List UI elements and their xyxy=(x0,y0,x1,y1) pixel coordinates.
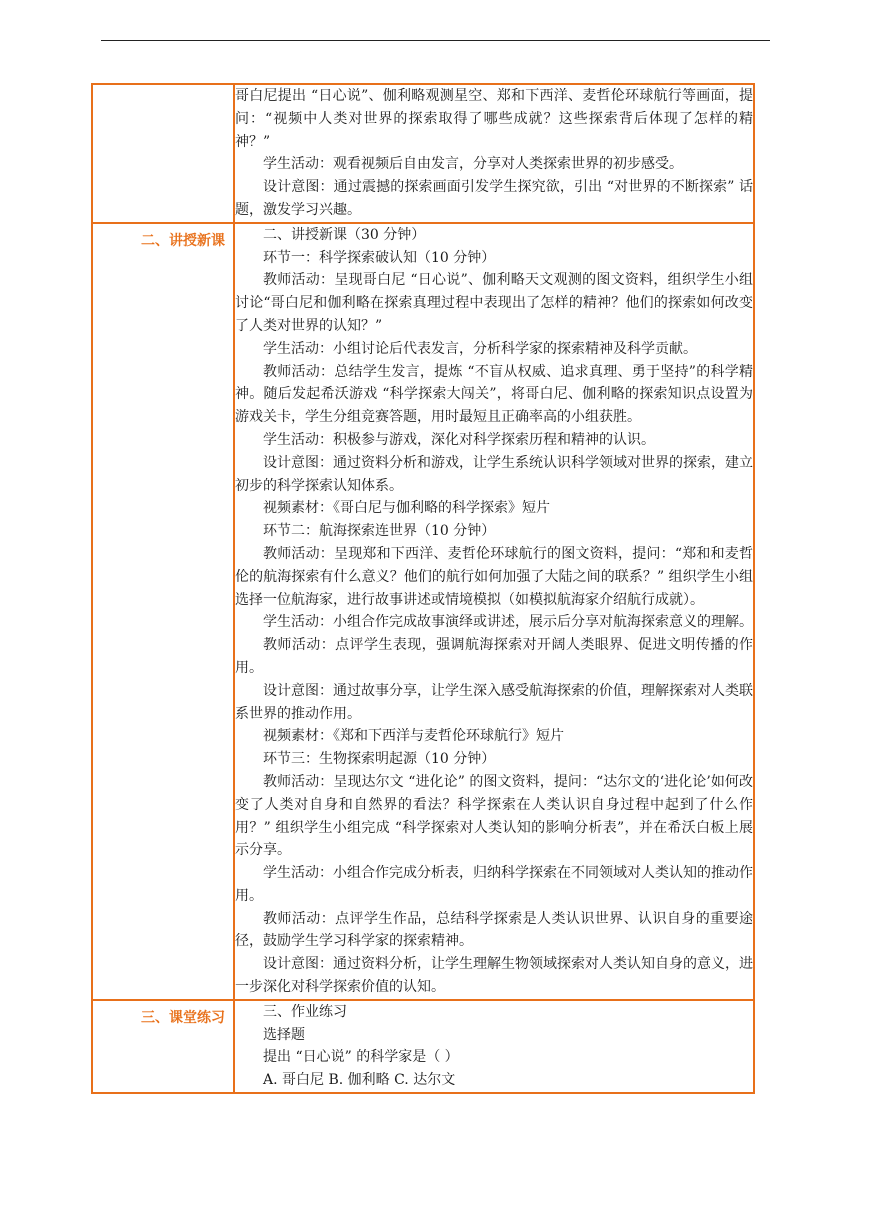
content-paragraph: 教师活动：呈现哥白尼 “日心说”、伽利略天文观测的图文资料，组织学生小组讨论“哥白尼和伽利略在探索真理过程中表现出了怎样的精神？他们的探索如何改变了人类对世界的认知？” xyxy=(235,272,753,334)
lesson-plan-table xyxy=(91,83,755,1094)
table-row xyxy=(92,1000,754,1093)
content-paragraph: 学生活动：观看视频后自由发言，分享对人类探索世界的初步感受。 xyxy=(263,156,683,173)
content-paragraph: 教师活动：点评学生表现，强调航海探索对开阔人类眼界、促进文明传播的作用。 xyxy=(235,637,753,676)
section-content-cell xyxy=(234,84,754,223)
section-label-cell xyxy=(92,223,234,1000)
content-paragraph: 设计意图：通过震撼的探索画面引发学生探究欲，引出 “对世界的不断探索” 话题，激发学习兴趣。 xyxy=(235,179,753,218)
content-paragraph: 哥白尼提出 “日心说”、伽利略观测星空、郑和下西洋、麦哲伦环球航行等画面，提问：“视频中人类对世界的探索取得了哪些成就？这些探索背后体现了怎样的精神？” xyxy=(235,88,753,150)
content-paragraph: 环节三：生物探索明起源（10 分钟） xyxy=(263,751,496,768)
content-paragraph: 教师活动：点评学生作品，总结科学探索是人类认识世界、认识自身的重要途径，鼓励学生学习科学家的探索精神。 xyxy=(235,910,753,950)
section-label: 三、课堂练习 xyxy=(141,1009,225,1026)
section-label-cell xyxy=(92,1000,234,1093)
content-paragraph: 提出 “日心说” 的科学家是（ ） xyxy=(263,1049,459,1066)
content-paragraph: 设计意图：通过资料分析和游戏，让学生系统认识科学领域对世界的探索，建立初步的科学探索认知体系。 xyxy=(235,454,753,494)
content-paragraph: 设计意图：通过故事分享，让学生深入感受航海探索的价值，理解探索对人类联系世界的推动作用。 xyxy=(235,682,753,722)
content-paragraph: 学生活动：小组讨论后代表发言，分析科学家的探索精神及科学贡献。 xyxy=(263,340,697,357)
section-content-cell xyxy=(234,223,754,1000)
content-paragraph: 教师活动：总结学生发言，提炼 “不盲从权威、追求真理、勇于坚持”的科学精神。随后发起希沃游戏 “科学探索大闯关”，将哥白尼、伽利略的探索知识点设置为游戏关卡，学生分组竞赛答题，用时最短且正确率高的小组获胜。 xyxy=(235,363,753,426)
content-paragraph: 环节二：航海探索连世界（10 分钟） xyxy=(263,523,496,540)
section-content-cell xyxy=(234,1000,754,1093)
section-label: 二、讲授新课 xyxy=(141,232,225,249)
content-paragraph: 环节一：科学探索破认知（10 分钟） xyxy=(263,249,496,266)
content-paragraph: 视频素材：《郑和下西洋与麦哲伦环球航行》短片 xyxy=(263,728,564,745)
content-paragraph: 教师活动：呈现郑和下西洋、麦哲伦环球航行的图文资料，提问：“郑和和麦哲伦的航海探索有什么意义？他们的航行如何加强了大陆之间的联系？” 组织学生小组选择一位航海家，进行故事讲述或情境模拟（如模拟航海家介绍航行成就）。 xyxy=(235,545,753,608)
content-paragraph: 二、讲授新课（30 分钟） xyxy=(263,226,426,243)
section-label xyxy=(93,85,233,91)
content-paragraph: 学生活动：积极参与游戏，深化对科学探索历程和精神的认识。 xyxy=(263,431,655,448)
content-paragraph: 教师活动：呈现达尔文 “进化论” 的图文资料，提问：“达尔文的‘进化论’如何改变了人类对自身和自然界的看法？科学探索在人类认识自身过程中起到了什么作用？” 组织学生小组完成 “科学探索对人类认知的影响分析表”，并在希沃白板上展示分享。 xyxy=(235,773,753,859)
table-row xyxy=(92,84,754,223)
content-paragraph: 选择题 xyxy=(263,1026,305,1043)
section-label-cell xyxy=(92,84,234,223)
content-paragraph: 学生活动：小组合作完成分析表，归纳科学探索在不同领域对人类认知的推动作用。 xyxy=(235,865,753,904)
header-rule xyxy=(101,40,770,41)
content-paragraph: 视频素材：《哥白尼与伽利略的科学探索》短片 xyxy=(263,500,550,517)
content-paragraph: 设计意图：通过资料分析，让学生理解生物领域探索对人类认知自身的意义，进一步深化对科学探索价值的认知。 xyxy=(235,956,753,996)
content-paragraph: 三、作业练习 xyxy=(263,1003,347,1020)
content-paragraph: 学生活动：小组合作完成故事演绎或讲述，展示后分享对航海探索意义的理解。 xyxy=(263,614,753,631)
content-paragraph: A. 哥白尼 B. 伽利略 C. 达尔文 xyxy=(263,1072,456,1089)
table-row xyxy=(92,223,754,1000)
